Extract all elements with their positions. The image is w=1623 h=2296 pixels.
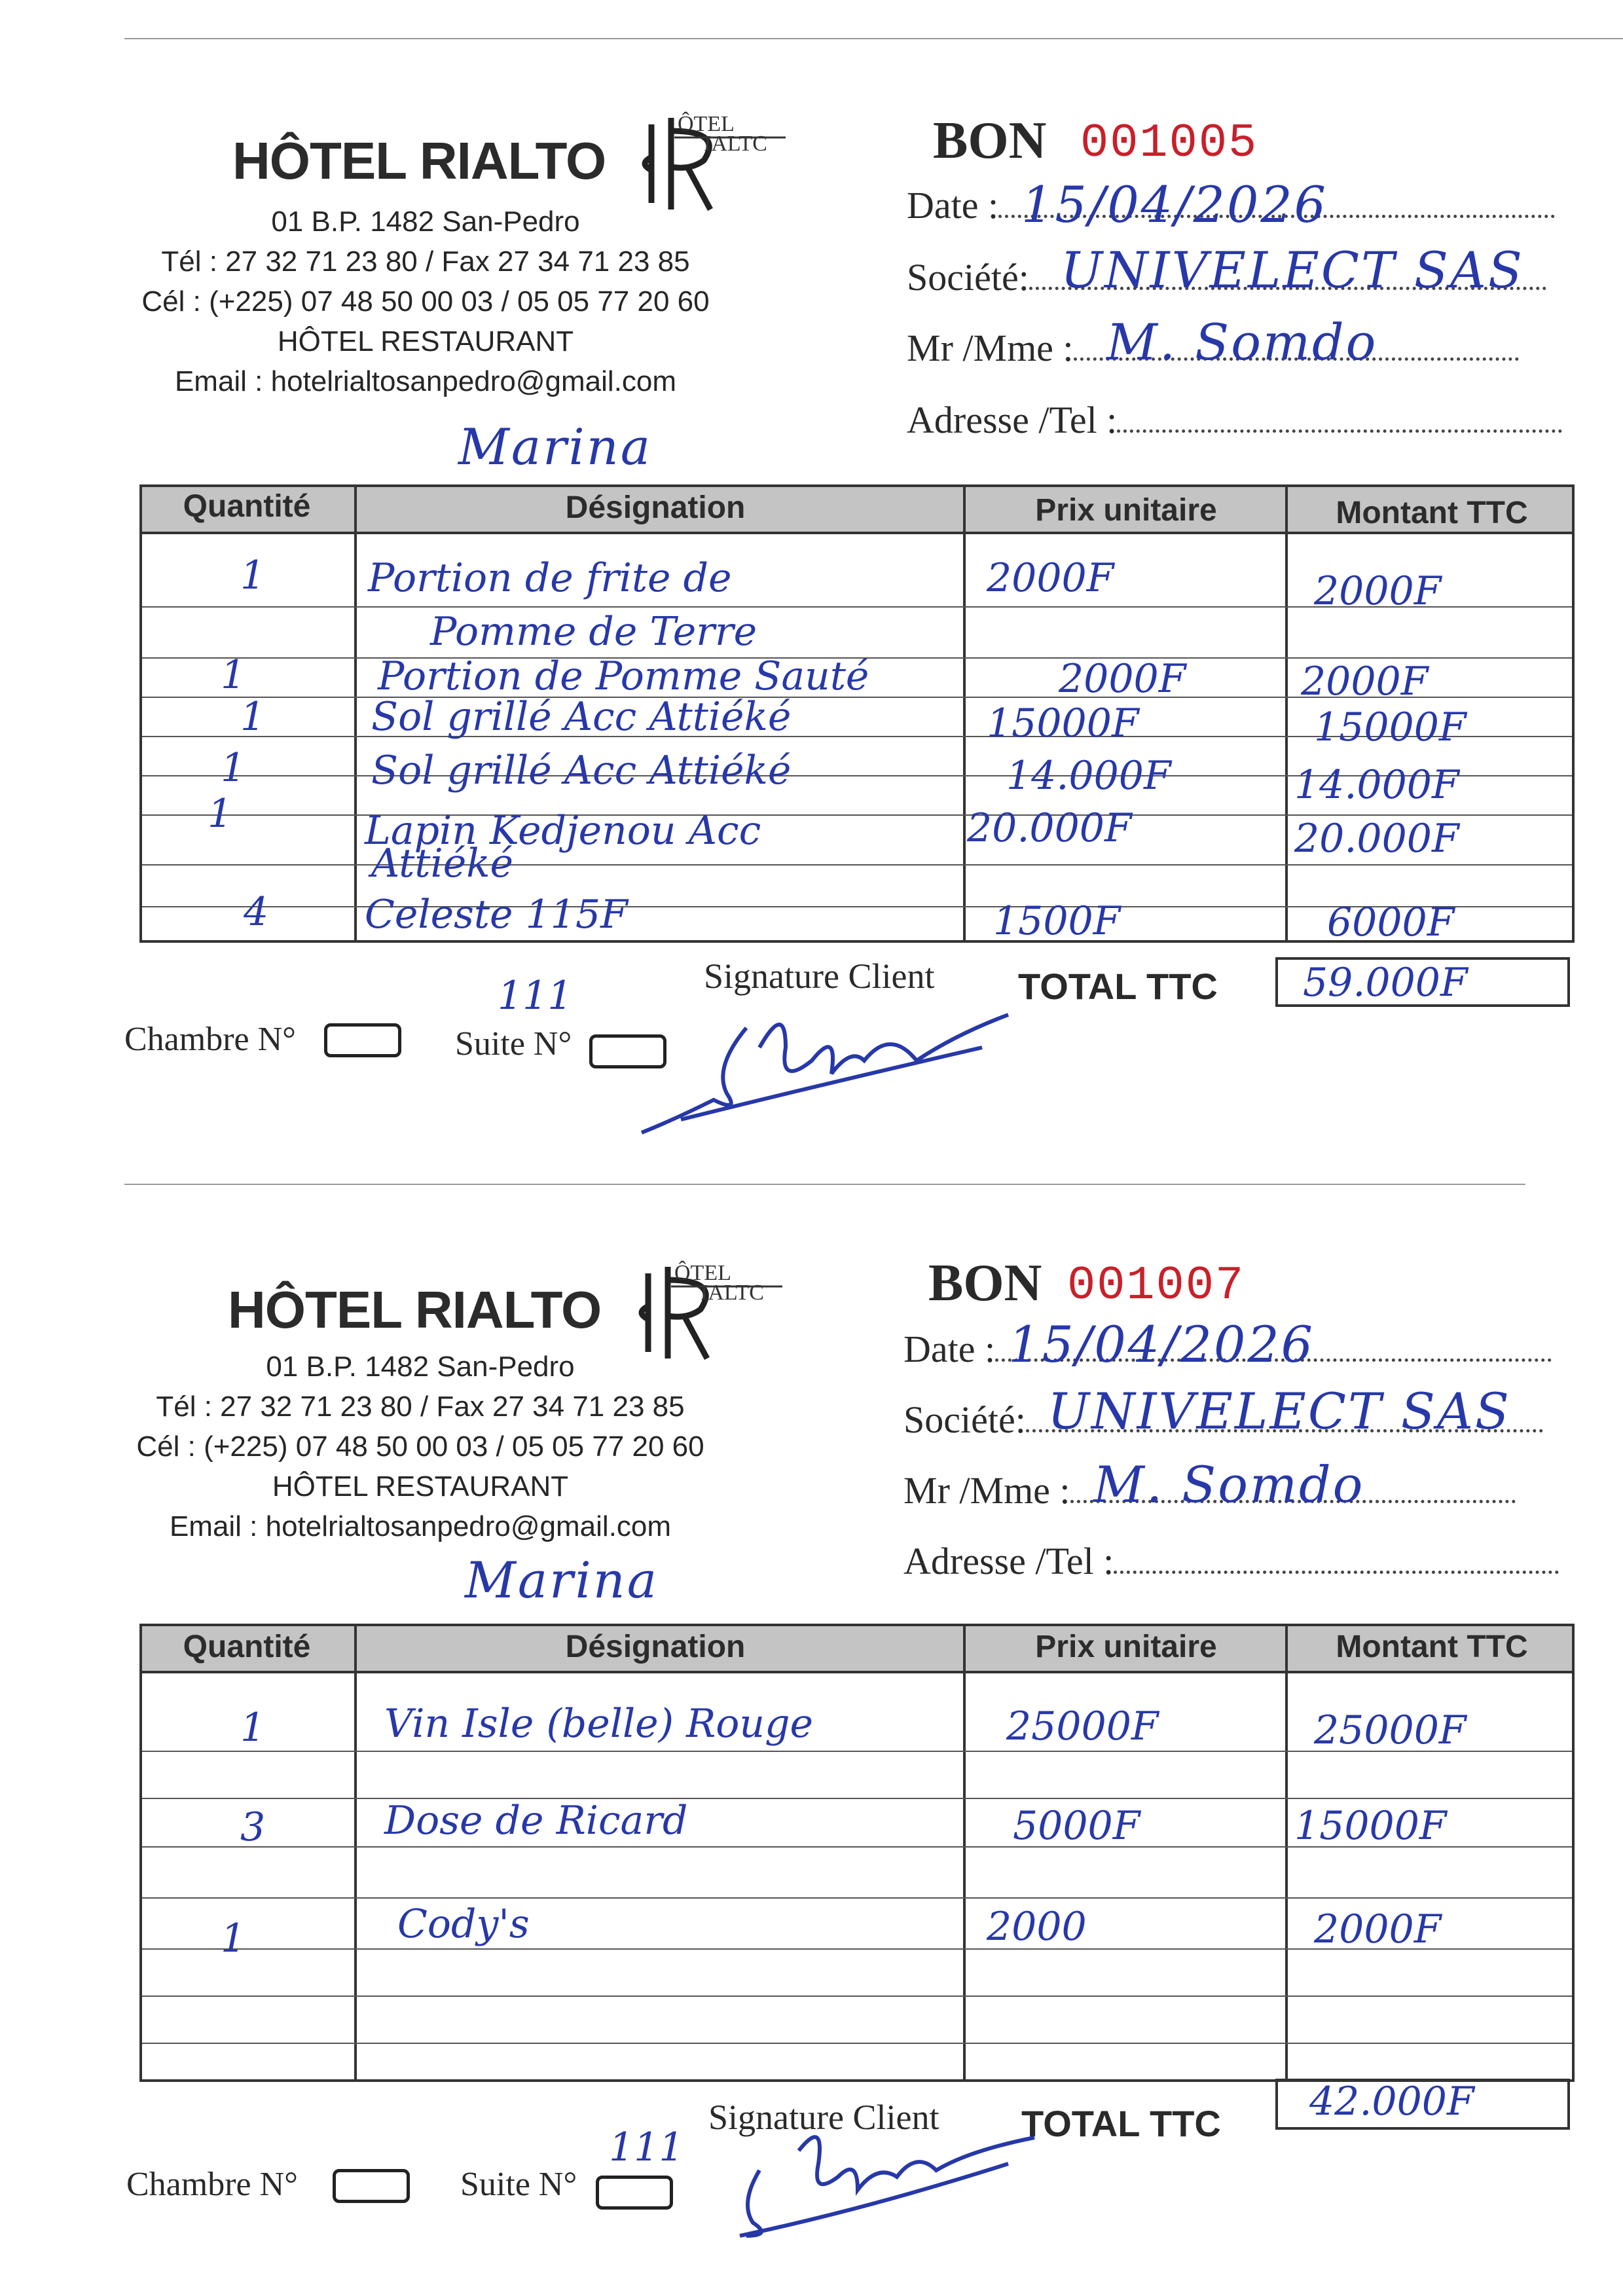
col-quantite: Quantité [183,1630,311,1664]
room-note: 111 [609,2124,684,2170]
svg-text:ÔTEL: ÔTEL [678,112,735,136]
societe-label: Société: [907,256,1029,299]
hotel-tel: Tél : 27 32 71 23 80 / Fax 27 34 71 23 85 [156,1391,685,1423]
waiter-name: Marina [458,418,653,476]
items-table [139,484,1575,943]
table-row-4-qty: 1 [240,694,266,740]
table-row-8-prix: 1500F [993,898,1121,944]
hotel-address: 01 B.P. 1482 San-Pedro [271,206,580,238]
table-row-3-qty: 3 [240,1804,266,1850]
chambre-label: Chambre N° [126,2166,298,2203]
table-row-3-designation: Dose de Ricard [384,1798,688,1844]
total-value: 42.000F [1309,2079,1474,2124]
table-row-1-prix: 2000F [987,555,1114,601]
hotel-address: 01 B.P. 1482 San-Pedro [266,1351,575,1383]
adresse-field [903,1539,1559,1583]
date-value: 15/04/2026 [1021,175,1328,234]
total-label: TOTAL TTC [1021,2103,1221,2144]
hotel-name: HÔTEL RIALTO [228,1281,602,1339]
table-row-1-qty: 1 [240,1705,266,1751]
room-note: 111 [498,973,573,1019]
bon-number: 001005 [1080,117,1258,170]
adresse-label: Adresse /Tel : [907,399,1118,441]
mr-mme-value: M. Somdo [1106,313,1378,371]
date-label: Date : [907,184,999,227]
col-prix: Prix unitaire [1035,1630,1217,1664]
table-row-6-prix: 20.000F [967,805,1132,851]
table-row-7-designation: Attiéké [371,841,514,886]
hotel-email: Email : hotelrialtosanpedro@gmail.com [174,365,677,397]
table-row-6-designation: Lapin Kedjenou Acc [365,808,761,854]
table-row-1-designation: Vin Isle (belle) Rouge [384,1701,813,1747]
signature-scribble [720,2111,1061,2242]
table-row-5-qty: 1 [221,745,246,791]
hotel-address-block [118,202,733,401]
col-quantite: Quantité [183,489,311,524]
total-label: TOTAL TTC [1018,966,1218,1007]
chambre-label: Chambre N° [124,1021,296,1058]
hotel-email: Email : hotelrialtosanpedro@gmail.com [169,1510,672,1542]
societe-value: UNIVELECT SAS [1061,241,1524,299]
receipt-2 [0,1142,1623,2255]
col-designation: Désignation [565,1630,746,1664]
table-row-6-qty: 1 [208,791,233,837]
table-row-3-montant: 15000F [1294,1803,1447,1849]
table-row-2-designation: Pomme de Terre [430,609,757,655]
societe-value: UNIVELECT SAS [1048,1382,1511,1440]
table-row-5-designation: Sol grillé Acc Attiéké [371,748,792,793]
svg-text:IALTC: IALTC [704,132,767,156]
table-row-1-montant: 2000F [1314,568,1442,614]
table-row-4-montant: 15000F [1314,704,1467,750]
date-label: Date : [903,1328,996,1370]
svg-text:IALTC: IALTC [701,1281,764,1305]
total-value: 59.000F [1303,960,1468,1006]
table-row-6-montant: 20.000F [1294,816,1459,862]
mr-mme-value: M. Somdo [1093,1455,1365,1514]
table-row-5-montant: 14.000F [1294,762,1459,808]
col-montant: Montant TTC [1336,1630,1528,1664]
waiter-name: Marina [465,1551,659,1609]
signature-label: Signature Client [708,2098,939,2137]
table-row-5-prix: 14.000F [1006,753,1171,799]
table-row-1-prix: 25000F [1006,1704,1159,1749]
col-prix: Prix unitaire [1035,493,1217,528]
signature-label: Signature Client [704,957,935,996]
table-row-3-prix: 5000F [1013,1803,1140,1849]
societe-label: Société: [903,1398,1026,1441]
table-row-3-montant: 2000F [1301,659,1429,704]
table-row-5-qty: 1 [221,1916,246,1961]
table-row-5-prix: 2000 [987,1904,1087,1950]
bon-number: 001007 [1067,1259,1245,1313]
table-row-5-designation: Cody's [397,1901,530,1947]
hotel-address-block [113,1347,728,1546]
hotel-name: HÔTEL RIALTO [232,132,606,190]
hotel-tel: Tél : 27 32 71 23 80 / Fax 27 34 71 23 85 [161,246,690,278]
table-row-5-montant: 2000F [1314,1906,1442,1952]
hotel-type: HÔTEL RESTAURANT [277,325,574,357]
suite-label: Suite N° [455,1025,572,1063]
hotel-logo [625,105,789,216]
suite-label: Suite N° [460,2166,577,2203]
col-designation: Désignation [565,490,746,525]
items-table [139,1624,1575,2082]
col-montant: Montant TTC [1336,496,1528,530]
mr-mme-label: Mr /Mme : [907,327,1074,369]
signature-scribble [615,989,1034,1139]
date-value: 15/04/2026 [1008,1315,1315,1374]
svg-text:ÔTEL: ÔTEL [674,1261,731,1285]
table-row-8-qty: 4 [244,889,269,935]
hotel-cel: Cél : (+225) 07 48 50 00 03 / 05 05 77 20 60 [136,1430,704,1463]
table-row-3-prix: 2000F [1059,656,1186,702]
table-row-1-designation: Portion de frite de [368,555,732,601]
receipt-1 [0,0,1623,1113]
suite-box[interactable] [596,2176,673,2210]
hotel-cel: Cél : (+225) 07 48 50 00 03 / 05 05 77 20 60 [141,285,710,318]
table-row-3-qty: 1 [221,652,246,698]
adresse-label: Adresse /Tel : [903,1540,1114,1582]
suite-box[interactable] [589,1034,666,1068]
table-row-1-qty: 1 [240,553,266,598]
table-row-4-designation: Sol grillé Acc Attiéké [371,694,792,740]
bon-label: BON [928,1254,1042,1312]
mr-mme-label: Mr /Mme : [903,1469,1070,1512]
chambre-box[interactable] [324,1023,401,1057]
table-row-4-prix: 15000F [987,701,1139,746]
table-row-3-designation: Portion de Pomme Sauté [378,653,869,699]
bon-label: BON [933,112,1047,170]
chambre-box[interactable] [333,2169,410,2203]
hotel-type: HÔTEL RESTAURANT [272,1470,569,1503]
adresse-field [907,398,1562,442]
table-row-8-montant: 6000F [1327,900,1455,945]
table-row-1-montant: 25000F [1314,1707,1467,1753]
table-row-8-designation: Celeste 115F [365,892,628,938]
